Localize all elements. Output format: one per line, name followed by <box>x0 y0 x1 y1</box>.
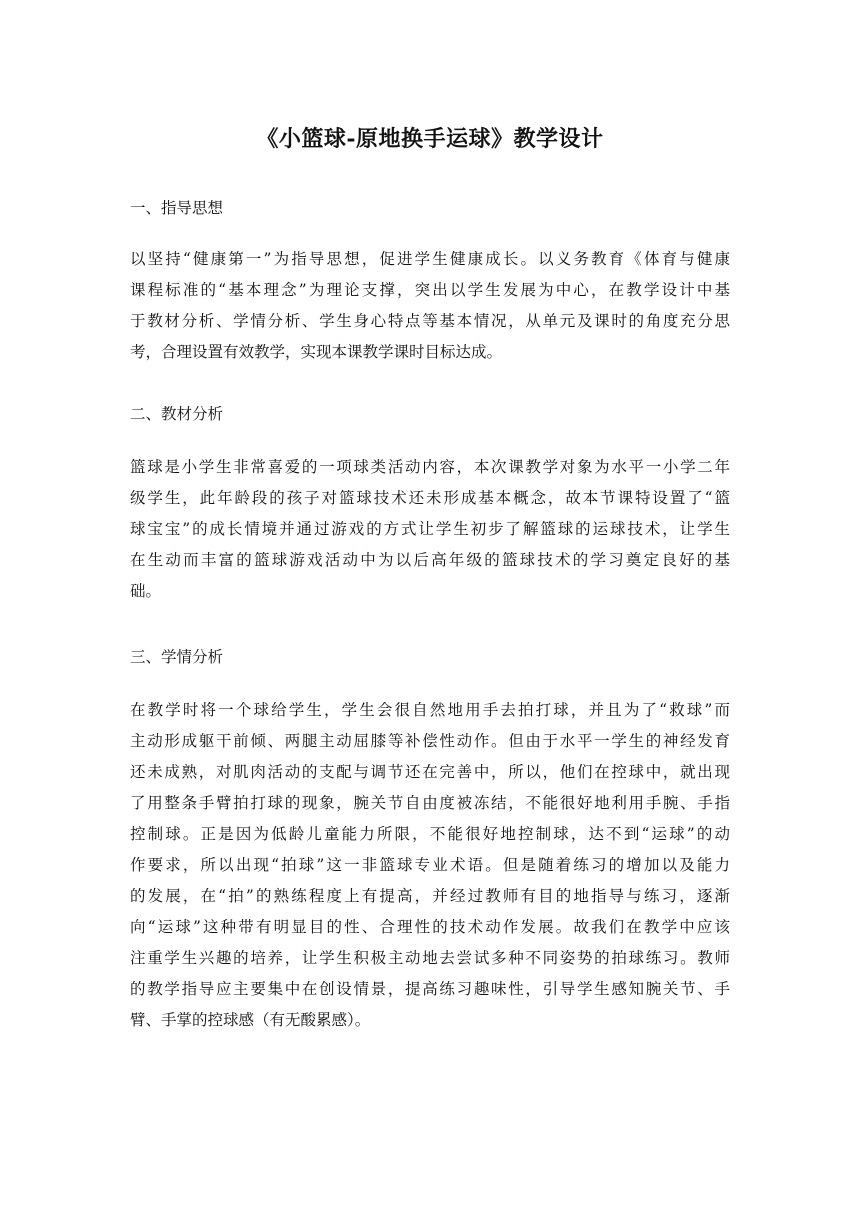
paragraph-line: 球宝宝”的成长情境并通过游戏的方式让学生初步了解篮球的运球技术，让学生 <box>130 520 730 538</box>
paragraph-line: 在生动而丰富的篮球游戏活动中为以后高年级的篮球技术的学习奠定良好的基 <box>130 551 730 569</box>
paragraph-line: 了用整条手臂拍打球的现象，腕关节自由度被冻结，不能很好地利用手腕、手指 <box>130 794 730 812</box>
section-paragraph-guiding-ideology <box>130 244 730 368</box>
section-heading-guiding-ideology: 一、指导思想 <box>130 199 224 217</box>
paragraph-line: 以坚持“健康第一”为指导思想，促进学生健康成长。以义务教育《体育与健康 <box>130 250 730 268</box>
paragraph-line: 臂、手掌的控球感（有无酸累感）。 <box>130 1011 371 1029</box>
paragraph-line: 的发展，在“拍”的熟练程度上有提高，并经过教师有目的地指导与练习，逐渐 <box>130 887 730 905</box>
paragraph-line: 还未成熟，对肌肉活动的支配与调节还在完善中，所以，他们在控球中，就出现 <box>130 763 730 781</box>
paragraph-line: 于教材分析、学情分析、学生身心特点等基本情况，从单元及课时的角度充分思 <box>130 312 730 330</box>
section-heading-material-analysis: 二、教材分析 <box>130 405 224 423</box>
paragraph-line: 考，合理设置有效教学，实现本课教学课时目标达成。 <box>130 343 503 361</box>
paragraph-line: 主动形成躯干前倾、两腿主动屈膝等补偿性动作。但由于水平一学生的神经发育 <box>130 732 730 750</box>
section-paragraph-material-analysis <box>130 452 730 607</box>
paragraph-line: 级学生，此年龄段的孩子对篮球技术还未形成基本概念，故本节课特设置了“篮 <box>130 489 730 507</box>
document-title: 《小篮球-原地换手运球》教学设计 <box>256 126 604 152</box>
section-heading-learner-analysis: 三、学情分析 <box>130 648 224 666</box>
section-paragraph-learner-analysis <box>130 695 730 1036</box>
paragraph-line: 的教学指导应主要集中在创设情景，提高练习趣味性，引导学生感知腕关节、手 <box>130 980 730 998</box>
paragraph-line: 篮球是小学生非常喜爱的一项球类活动内容，本次课教学对象为水平一小学二年 <box>130 458 730 476</box>
paragraph-line: 控制球。正是因为低龄儿童能力所限，不能很好地控制球，达不到“运球”的动 <box>130 825 730 843</box>
paragraph-line: 课程标准的“基本理念”为理论支撑，突出以学生发展为中心，在教学设计中基 <box>130 281 730 299</box>
paragraph-line: 础。 <box>130 582 162 600</box>
paragraph-line: 在教学时将一个球给学生，学生会很自然地用手去拍打球，并且为了“救球”而 <box>130 701 730 719</box>
paragraph-line: 作要求，所以出现“拍球”这一非篮球专业术语。但是随着练习的增加以及能力 <box>130 856 730 874</box>
paragraph-line: 向“运球”这种带有明显目的性、合理性的技术动作发展。故我们在教学中应该 <box>130 918 730 936</box>
paragraph-line: 注重学生兴趣的培养，让学生积极主动地去尝试多种不同姿势的拍球练习。教师 <box>130 949 730 967</box>
